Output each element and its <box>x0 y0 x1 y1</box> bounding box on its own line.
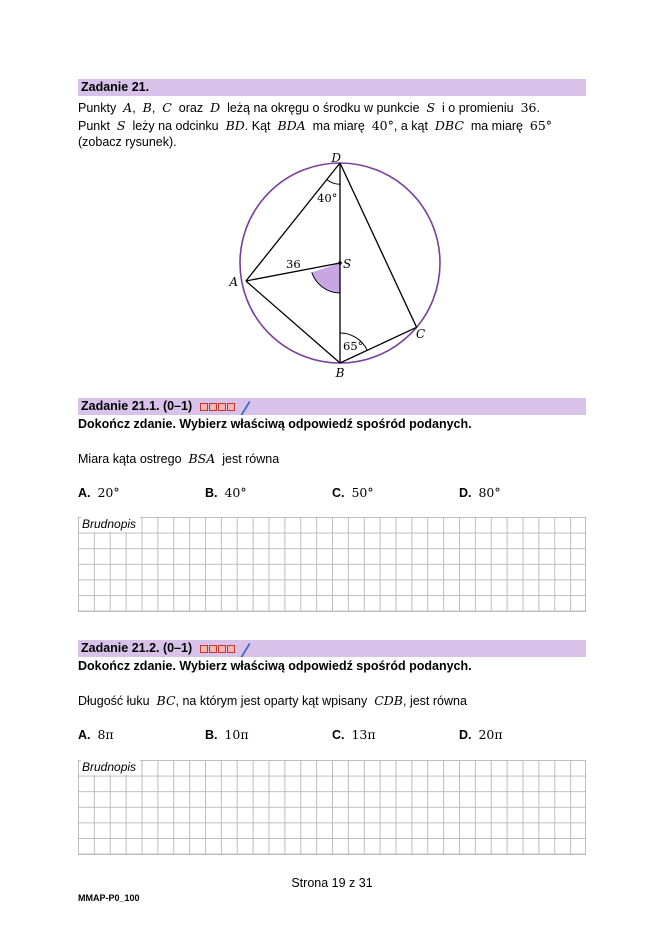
math: A <box>123 100 133 115</box>
scratch-label: Brudnopis <box>81 517 140 532</box>
pen-icon <box>239 399 251 415</box>
option-b[interactable] <box>205 484 247 502</box>
text: Punkty <box>78 101 117 115</box>
page-number: Strona 19 z 31 <box>291 876 373 890</box>
label-a: A <box>229 275 238 289</box>
task-21-paragraph-2 <box>78 117 552 135</box>
text: jest równa <box>222 452 280 466</box>
option-value: 80° <box>478 485 501 500</box>
text: oraz <box>178 101 204 115</box>
label-d: D <box>331 151 341 165</box>
task-21-1-title: Zadanie 21.1. (0–1) <box>81 399 193 413</box>
option-d[interactable] <box>459 726 503 744</box>
option-letter: C. <box>332 728 345 742</box>
text: i o promieniu <box>442 101 514 115</box>
math: 40° <box>371 118 394 133</box>
task-21-2-title: Zadanie 21.2. (0–1) <box>81 641 193 655</box>
label-c: C <box>416 327 426 341</box>
text: leżą na okręgu o środku w punkcie <box>227 101 420 115</box>
scratch-grid[interactable] <box>78 517 586 612</box>
task-21-2-question <box>78 692 467 710</box>
option-c[interactable] <box>332 726 376 744</box>
text: leży na odcinku <box>132 119 219 133</box>
text: , a kąt <box>393 119 428 133</box>
option-letter: D. <box>459 486 472 500</box>
math: S <box>426 100 436 115</box>
center-point-s <box>338 261 342 265</box>
math: BD <box>225 118 245 133</box>
math: 36 <box>520 100 537 115</box>
math: DBC <box>434 118 464 133</box>
option-value: 10π <box>224 727 249 742</box>
score-boxes-icon <box>200 640 236 657</box>
math: S <box>116 118 126 133</box>
score-boxes-icon <box>200 398 236 415</box>
math: D <box>210 100 221 115</box>
option-a[interactable] <box>78 726 114 744</box>
task-21-2-instruction: Dokończ zdanie. Wybierz właściwą odpowiedź spośród podanych. <box>78 659 472 673</box>
task-21-paragraph-1 <box>78 99 540 117</box>
math: CDB <box>374 693 403 708</box>
task-21-paragraph-3: (zobacz rysunek). <box>78 135 177 149</box>
text: Długość łuku <box>78 694 150 708</box>
text: ma miarę <box>470 119 523 133</box>
math: BSA <box>188 451 216 466</box>
option-value: 8π <box>97 727 114 742</box>
option-letter: D. <box>459 728 472 742</box>
task-21-title: Zadanie 21. <box>81 80 150 94</box>
text: Punkt <box>78 119 110 133</box>
scratch-grid[interactable] <box>78 760 586 855</box>
option-letter: A. <box>78 728 91 742</box>
option-letter: B. <box>205 728 218 742</box>
exam-code: MMAP-P0_100 <box>78 893 140 903</box>
option-d[interactable] <box>459 484 501 502</box>
task-21-1-header <box>78 398 586 415</box>
radius-label: 36 <box>286 257 301 271</box>
angle-label-40: 40° <box>317 191 338 205</box>
task-21-1-question <box>78 450 279 468</box>
option-letter: C. <box>332 486 345 500</box>
text: ma miarę <box>312 119 365 133</box>
option-letter: B. <box>205 486 218 500</box>
text: . <box>536 101 540 115</box>
math: B <box>142 100 152 115</box>
option-b[interactable] <box>205 726 249 744</box>
option-value: 20° <box>97 485 120 500</box>
text: Miara kąta ostrego <box>78 452 182 466</box>
geometry-figure <box>225 148 450 383</box>
scratch-label: Brudnopis <box>81 760 140 775</box>
text: , na którym jest oparty kąt wpisany <box>175 694 368 708</box>
math: BDA <box>277 118 306 133</box>
option-letter: A. <box>78 486 91 500</box>
angle-bda-arc <box>327 180 340 185</box>
option-value: 40° <box>224 485 247 500</box>
pen-icon <box>239 641 251 657</box>
math: BC <box>156 693 176 708</box>
label-s: S <box>343 257 352 271</box>
label-b: B <box>335 366 345 380</box>
math: C <box>162 100 172 115</box>
option-value: 20π <box>478 727 503 742</box>
option-value: 13π <box>351 727 376 742</box>
option-value: 50° <box>351 485 374 500</box>
text: , <box>151 101 156 115</box>
text: , jest równa <box>403 694 467 708</box>
option-c[interactable] <box>332 484 374 502</box>
task-21-1-instruction: Dokończ zdanie. Wybierz właściwą odpowiedź spośród podanych. <box>78 417 472 431</box>
math: 65° <box>529 118 553 133</box>
option-a[interactable] <box>78 484 120 502</box>
task-21-header <box>78 79 586 96</box>
text: . Kąt <box>244 119 271 133</box>
angle-label-65: 65° <box>343 339 364 353</box>
text: , <box>132 101 136 115</box>
task-21-2-header <box>78 640 586 657</box>
